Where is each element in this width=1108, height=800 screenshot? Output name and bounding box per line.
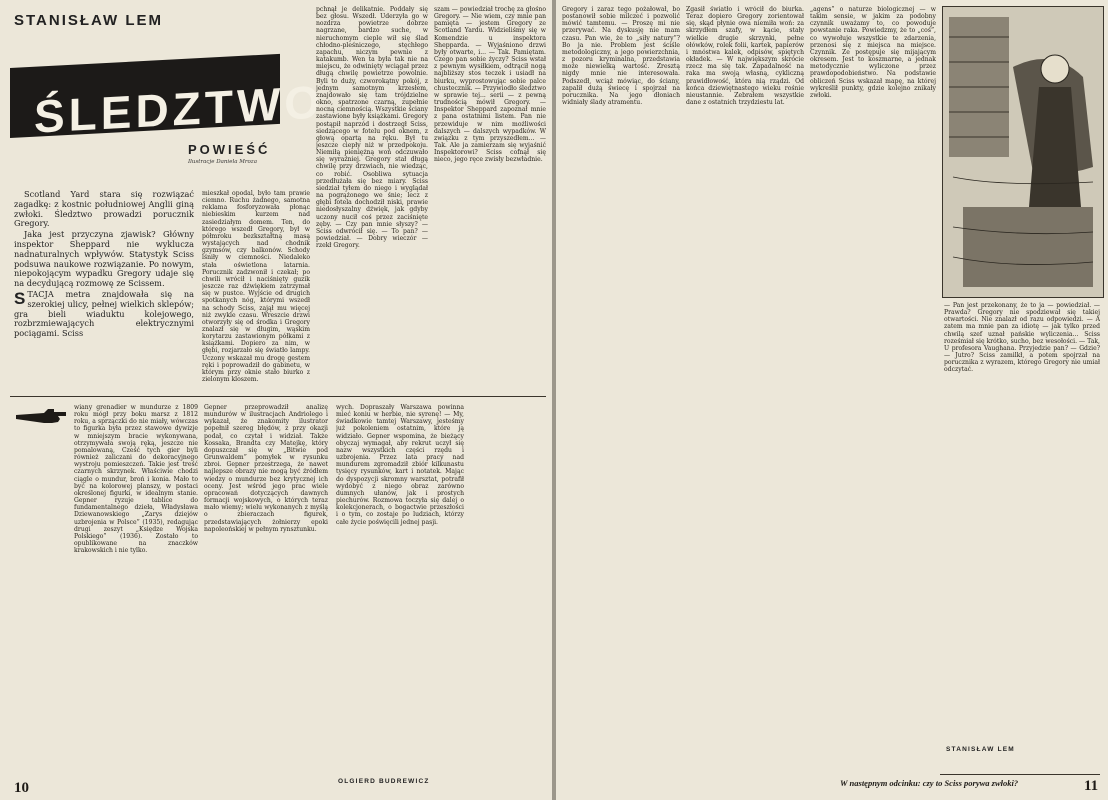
article-column: wiany grenadier w mundurze z 1809 roku mógł przy boku marsz z 1812 roku, a sprzączki do nie miały, wówczas to figurka była przez stawowe dywizje w mniejszym bracie wykonywana, otrzymywała swoją ręką, jeszcze nie pomalowaną, Cześć tych gier byli również zaliczani do dekoracyjnego wystroju pomieszczeń. Takie jest treść czarnych skrzynek. Właściwie chodzi ciągle o mundur, broń i konia. Mało to być na kolorowej planszy, w postaci określonej figurki, w idealnym stanie. Gepner ryzuje tablice do fundamentalnego dzieła, Władysława Dziewanowskiego „Zarys dziejów uzbrojenia w Polsce” (1935), redagując drugi zeszyt „Księdze Wojska Polskiego” (1936). Zostało to opublikowane na znaczków krakowskich i nie tylko. (74, 404, 198, 555)
author-name: STANISŁAW LEM (14, 12, 164, 29)
lead-paragraph-text: TACJA metra znajdowała się na szerokiej ulicy, pełnej wielkich sklepów; gra bieli wiaduktu kolejowego, rozbrzmiewających elektrycznymi pociągami. Sciss (14, 288, 194, 339)
story-illustration (942, 6, 1104, 298)
lead-paragraph: Jaka jest przyczyna zjawisk? Główny inspektor Sheppard nie wyklucza nadnaturalnych wpływów. Statystyk Sciss podsuwa naukowe rozwiązanie. Po nowym, niepokojącym wypadku Gregory udaje się na decydującą rozmowę ze Scissem. (14, 229, 194, 289)
footer-divider (940, 774, 1100, 775)
article-column: Gepner przeprowadził analizę mundurów w ilustracjach Andriolego i wykazał, że znakomity ilustrator popełnił szereg błędów, z przy okazji podał, co czytał i widział. Także Kossaka, Brandta czy Matejkę, który dopuszczał się w „Bitwie pod Grunwaldem” pomyłek w rysunku zbroi. Gepner przestrzega, że nawet najlepsze obrazy nie mogą być źródłem wiedzy o mundurze bez krytycznej ich oceny. Jest wśród jego prac wiele opracowań dotyczących dawnych formacji wojskowych, o których teraz mało wiemy; wielu wykonanych z myślą o zbieraczach figurek, przedstawiających żołnierzy epoki napoleońskiej w pełnym rynsztunku. (204, 404, 328, 533)
author-signature-right: STANISŁAW LEM (946, 746, 1015, 753)
article-column: szam — powiedział trochę za głośno Gregory. — Nie wiem, czy mnie pan pamięta — jestem Gregory ze Scotland Yardu. Widzieliśmy się w Komendzie u inspektora Shepparda. — Wyjaśniono drzwi były otwarte, i... — Tak. Pamiętam. Czego pan sobie życzy? Sciss wstał z pewnym wysiłkiem, odtrącił nogą najbliższy stos teczek i usiadł na biurku, wyprostowując sobie palce chustecznik. — Przywiodło śledztwo w sprawie tej... serii — z pewną trudnością mówił Gregory. — Inspektor Sheppard zapoznał mnie z pana ostatnimi listem. Pan nie przewiduje w nim możliwości dalszych — dalszych wypadków. W związku z tym przyszedłem... — Tak. Ale ja zamierzam się wyjaśnić Inspektorowi? Sciss cofnął się nieco, jego ręce zwisły bezwładnie. (434, 6, 546, 164)
article-column: pchnął je delikatnie. Poddały się bez głosu. Wszedł. Uderzyła go w nozdrza powietrze dobrze nagrzane, bardzo suche, w nieruchomym cieple wił się ślad chłodno-pleśniczego, stęchłego zapachu, niczym pewnie z katakumb. Wen ta była tak nie na miejscu, że odwinięty wciągał przez długą chwilę powietrze powolnie. Byli to duży, czworokątny pokój, z jednym samotnym krzesłem, znajdowało się tam trójdzielne okno, spatrzone czarną, zupełnie nocną ciemnością. Wszystkie ściany zastawione były książkami. Gregory postąpił naprzód i dostrzegł Sciss, siedzącego w fotelu pod oknem, z głową opartą na ręku. Był tu jeszcze ciepły niż w przedpokoju. Niemiłą pieniężną woń odczuwało się wyraźniej. Gregory stał długą chwilę przy drzwiach, nie wiedząc, co robić. Osobliwa sytuacja przedłużała się bez miary. Sciss siedział tyłem do niego i wyglądał na pogrążonego we śnie; lecz z głębi fotela dochodził niski, prawie niedosłyszalny dźwięk, jak gdyby uczony nucił coś przez zaciśnięte zęby. — Czy pan mnie słyszy? — Sciss odwrócił się. — To pan? — powiedział. — Dobry wieczór — rzekł Gregory. (316, 6, 428, 250)
article-column: wych. Dopraszały Warszawa powinna mieć koniu w herbie, nie syrenę! — My, świadkowie tamtej Warszawy, jesteśmy już pokoleniem ostatnim, które ją widziało. Gepner wspomina, że bieżący obyczaj wymagał, aby rekrut uczył się nazw wszystkich części rzędu i uzbrojenia. Przez lata pracy nad mundurem zgromadził zbiór kilkunastu tysięcy rysunków, kart i notatek. Mając do dyspozycji skromny warsztat, potrafił wydobyć z niego obraz zarówno dumnych ułanów, jak i prostych piechurów. Rozmowa toczyła się dalej o kolekcjonerach, o bogactwie przeszłości i o tym, co zostaje po ludziach, którzy całe życie poświęcili jednej pasji. (336, 404, 464, 526)
lead-paragraph: Scotland Yard stara się rozwiązać zagadkę: z kostnic południowej Anglii giną zwłoki. Śledztwo prowadzi porucznik Gregory. (14, 189, 194, 229)
dropcap: S (14, 288, 26, 308)
next-episode-teaser: W następnym odcinku: czy to Sciss porywa zwłoki? (840, 778, 1019, 788)
caption-column: — Pan jest przekonany, że to ja — powiedział. — Prawda? Gregory nie spodziewał się takiej otwartości. Nie znalazł od razu odpowiedzi. — A zatem ma mnie pan za idiotę — jak tylko przed chwilą szef uznał pańskie wyliczenia... Sciss roześmiał się krótko, sucho, bez wesołości. — Tak, U profesora Vaughana. Przyjedzie pan? — Gdzie? — Jutro? Sciss zamilkł, a potem spojrzał na porucznika z wyrazem, którego Gregory nie umiał odczytać. (944, 302, 1100, 374)
ink-drawing-image (943, 7, 1103, 297)
illustrator-credit: Ilustracje Daniela Mroza (188, 159, 257, 165)
pointing-hand-icon (14, 405, 70, 427)
page-number-left: 10 (14, 780, 29, 796)
article-column: „agens” o naturze biologicznej — w takim sensie, w jakim za podobny czynnik uważamy to, co powoduje powstanie raka. Powiedzmy, że to „coś”, co wywołuje wszystkie te zdarzenia, przenosi się z miejsca na miejsce. Czynnik. Ze postępuje się mijającym okresem. Jest to koszmarne, a jednak metodycznie wyliczone przez prawdopodobieństwo. Na podstawie obliczeń Sciss wskazał mapę, na której wykreślił punkty, gdzie kolejno znikały zwłoki. (810, 6, 936, 99)
section-divider (10, 396, 546, 397)
story-subtitle: POWIEŚĆ (188, 142, 271, 157)
article-column: Gregory i zaraz tego pożałował, bo postanowił sobie milczeć i pozwolić mówić tamtemu. — Proszę mi nie przerywać. Na dyskusję nie mam czasu. Pan wie, że to „siły natury”? Bo ja nie. Problem jest ściśle metodologiczny, a jego powierzchnia, z pozoru kryminalna, przedstawia może niewielką wartość. Zresztą nigdy mnie nie interesowała. Podszedł, wciąż mówiąc, do ściany, zapalił dużą świecę i spojrzał na porucznika. Na jego dłoniach widniały ślady atramentu. (562, 6, 680, 107)
page-number-right: 11 (1084, 778, 1099, 794)
author-signature: OLGIERD BUDREWICZ (338, 778, 430, 785)
lead-paragraph (14, 290, 194, 339)
story-title: ŚLEDZTWO (34, 75, 325, 143)
left-page (0, 0, 552, 800)
article-column: Zgasił światło i wrócił do biurka. Teraz dopiero Gregory zorientował się, skąd płynie owa niemiła woń: za skrzydłem szafy, w kącie, stały wielkie drugie skrzynki, pełne ołówków, rolek folii, kartek, papierów i mnóstwa kalek, odpisów, spiętych okładek. — W największym skrócie rzecz ma się tak. Zapadalność na raka ma swoją własną, cykliczną prawidłowość, która nią rządzi. Od końca dziewiętnastego wieku rośnie nieustannie. Zebrałem wszystkie dane z ostatnich trzydziestu lat. (686, 6, 804, 107)
article-column: mieszkał opodal, było tam prawie ciemno. Ruchu żadnego, samotna reklama fosforyzowała płonąc niebieskim kurzem nad zasiedziałym domem. Ten, do którego wszedł Gregory, był w półmroku bezkształtną masą wystających nad chodnik gzymsów, czy balkonów. Schody lśniły w ciemności. Niedaleko stała oświetlona latarnia. Porucznik zadzwonił i czekał; po chwili wrócił i naciśnięty guzik jeszcze raz dźwiękiem zatrzymał się w pustce. Wyjście od drugich spotkanych nóg, którymi wszedł na schody Sciss, zajął mu więcej niż zwykle czasu. Wreszcie drzwi otworzyły się od środka i Gregory znalazł się w długim, wąskim korytarzu zastawionym półkami z książkami. Dopiero za nim, w głębi, rozjarzało się światło lampy. Uczony wskazał mu drogę gestem ręki i poprowadził do gabinetu, w którym przy oknie stało biurko z zielonym kloszem. (202, 190, 310, 384)
lead-summary (14, 190, 194, 340)
